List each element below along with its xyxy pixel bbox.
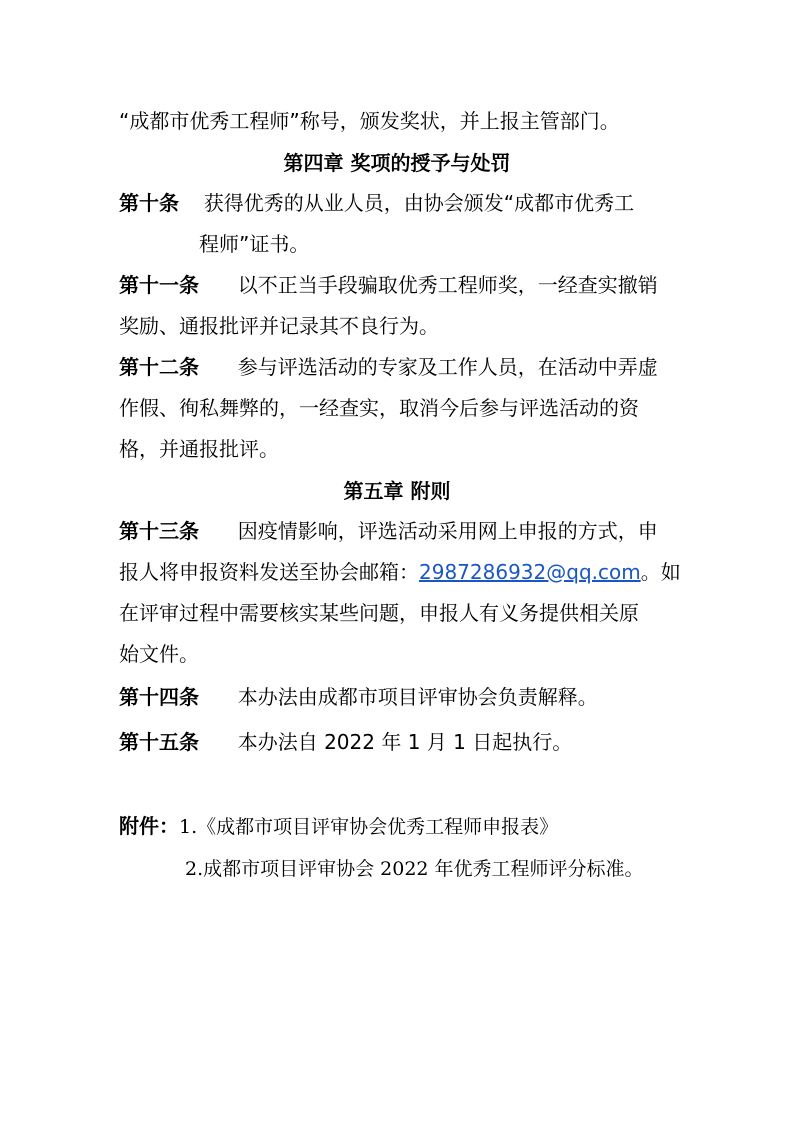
article-12-text-cont: 格，并通报批评。 [119,437,279,461]
article-13-text-cont: 在评审过程中需要核实某些问题，申报人有义务提供相关原 [119,601,639,625]
article-12-text: 参与评选活动的专家及工作人员，在活动中弄虚 [237,355,658,379]
article-12-label: 第十二条 [119,355,199,379]
article-14 [119,684,598,710]
article-14-label: 第十四条 [119,685,199,709]
article-10-label: 第十条 [119,191,179,215]
article-11-text: 以不正当手段骗取优秀工程师奖，一经查实撤销 [237,273,658,297]
article-15 [119,729,572,755]
attachment-2-text: 2.成都市项目评审协会 2022 年优秀工程师评分标准。 [185,858,644,880]
article-13-text-cont: 始文件。 [119,642,199,666]
attachment-label: 附件： [119,814,179,838]
article-13-text-part: 报人将申报资料发送至协会邮箱： [119,560,419,584]
article-11-text-cont: 奖励、通报批评并记录其不良行为。 [119,314,439,338]
article-13-label: 第十三条 [119,519,199,543]
attachment-1 [119,813,558,840]
attachment-1-text: 1.《成都市项目评审协会优秀工程师申报表》 [179,816,559,838]
article-14-text: 本办法由成都市项目评审协会负责解释。 [237,685,598,709]
article-13-text-part: 。如 [640,560,681,584]
article-12 [119,354,658,380]
article-11-label: 第十一条 [119,273,199,297]
article-13 [119,518,658,544]
article-11 [119,272,658,298]
article-13-text: 因疫情影响，评选活动采用网上申报的方式，申 [237,519,658,543]
article-10-text-cont: 程师”证书。 [199,232,310,256]
article-15-label: 第十五条 [119,730,199,754]
chapter-4-heading: 第四章 奖项的授予与处罚 [283,151,511,175]
email-link[interactable]: 2987286932@qq.com [419,560,641,584]
paragraph-line: “成都市优秀工程师”称号，颁发奖状，并上报主管部门。 [119,109,620,133]
article-10-text: 获得优秀的从业人员，由协会颁发“成都市优秀工 [203,191,635,215]
article-12-text-cont: 作假、徇私舞弊的，一经查实，取消今后参与评选活动的资 [119,396,639,420]
article-13-text-cont [119,559,681,585]
chapter-5-heading: 第五章 附则 [343,479,451,503]
article-10 [119,190,634,216]
article-15-text: 本办法自 2022 年 1 月 1 日起执行。 [237,730,573,754]
